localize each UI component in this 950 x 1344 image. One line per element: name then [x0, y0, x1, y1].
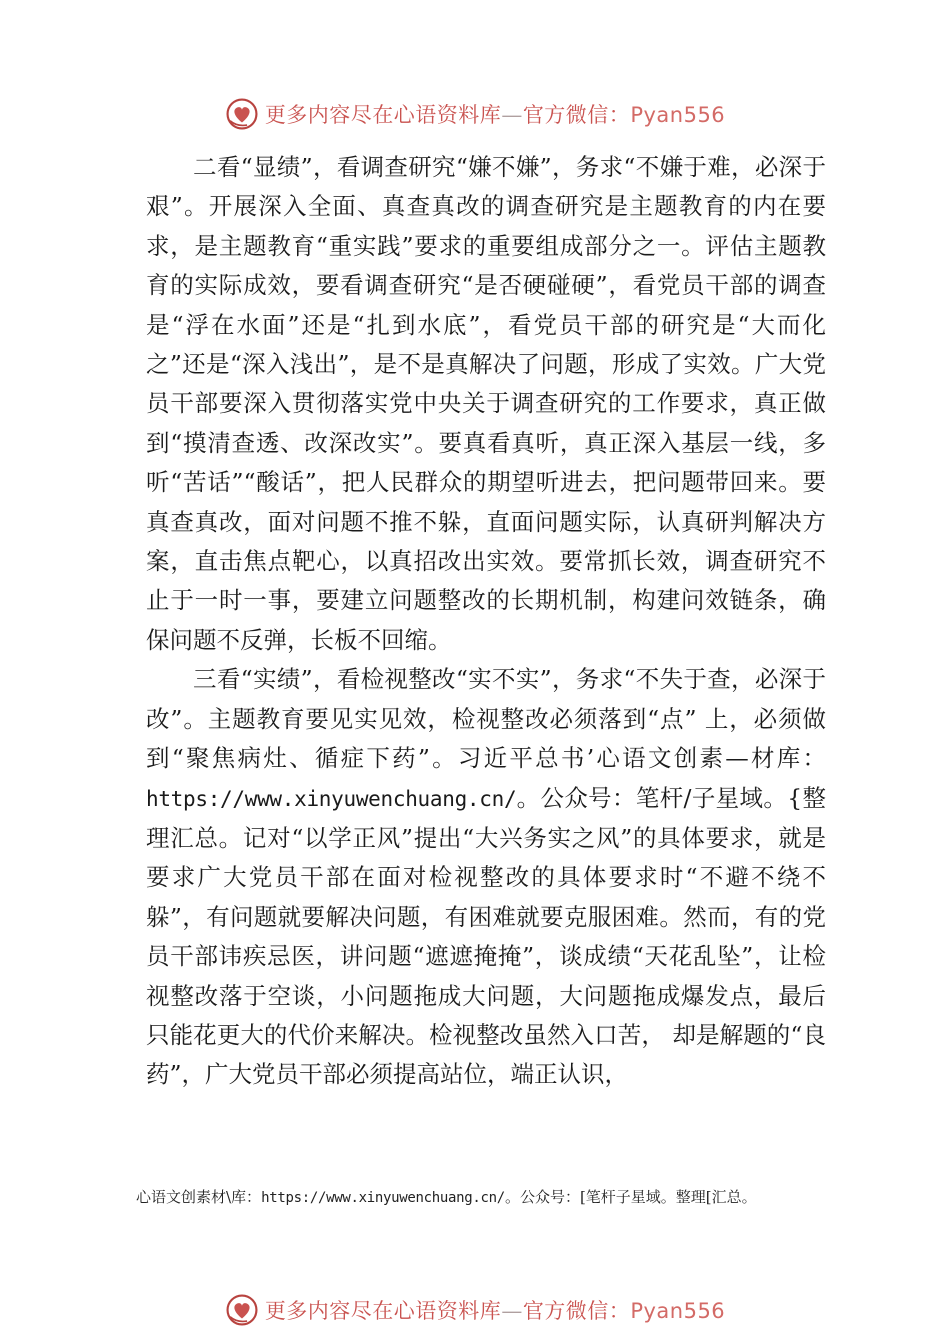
- footnote: [136, 1184, 826, 1211]
- header-banner: [0, 94, 950, 134]
- header-banner-inner: [225, 97, 725, 131]
- paragraph-shiji-part-b: 。公众号：笔杆/子星域。{整理汇总。记对“以学正风”提出“大兴务实之风”的具体要求，就是要求广大党员干部在面对检视整改的具体要求时“不避不绕不躲”，有问题就要解决问题，有困难就要克服困难。然而，有的党员干部讳疾忌医，讲问题“遮遮掩掩”，谈成绩“天花乱坠”，让检视整改落于空谈，小问题拖成大问题，大问题拖成爆发点，最后只能花更大的代价来解决。检视整改虽然入口苦， 却是解题的“良药”，广大党员干部必须提高站位，端正认识，: [146, 783, 826, 1089]
- banner-suffix: 官方微信：: [522, 1299, 631, 1323]
- heart-logo-icon: [225, 1293, 259, 1327]
- banner-title: 更多内容尽在心语资料库: [264, 1299, 502, 1323]
- banner-text: [265, 99, 725, 129]
- paragraph-xianji: 二看“显绩”，看调查研究“嫌不嫌”，务求“不嫌于难，必深于艰”。开展深入全面、真查真改的调查研究是主题教育的内在要求，是主题教育“重实践”要求的重要组成部分之一。评估主题教育的实际成效，要看调查研究“是否硬碰硬”，看党员干部的调查是“浮在水面”还是“扎到水底”，看党员干部的研究是“大而化之”还是“深入浅出”，是不是真解决了问题，形成了实效。广大党员干部要深入贯彻落实党中央关于调查研究的工作要求，真正做到“摸清查透、改深改实”。要真看真听，真正深入基层一线，多听“苦话”“酸话”，把人民群众的期望听进去，把问题带回来。要真查真改，面对问题不推不躲，直面问题实际，认真研判解决方案，直击焦点靶心，以真招改出实效。要常抓长效，调查研究不止于一时一事，要建立问题整改的长期机制，构建问效链条，确保问题不反弹，长板不回缩。: [146, 153, 826, 654]
- footnote-part-a: 心语文创素材\库：: [136, 1188, 262, 1206]
- footer-banner: [0, 1290, 950, 1330]
- footnote-url: https://www.xinyuwenchuang.cn/: [261, 1190, 505, 1206]
- banner-title: 更多内容尽在心语资料库: [264, 103, 502, 127]
- banner-dash: —: [501, 1299, 523, 1323]
- heart-logo-icon: [225, 97, 259, 131]
- paragraph-url: https://www.xinyuwenchuang.cn/: [146, 786, 517, 811]
- footer-banner-inner: [225, 1293, 725, 1327]
- document-body: [146, 148, 826, 1095]
- banner-brand: Pyan556: [630, 1299, 726, 1323]
- paragraph-shiji-part-a: 三看“实绩”，看检视整改“实不实”，务求“不失于查，必深于改”。主题教育要见实见效，检视整改必须落到“点” 上，必须做到“聚焦病灶、循症下药”。习近平总书’心语文创素—材库：: [146, 665, 826, 773]
- banner-dash: —: [501, 103, 523, 127]
- footnote-part-b: 。公众号：[笔杆子星域。整理[汇总。: [504, 1188, 757, 1206]
- paragraph-shiji: [146, 660, 826, 1094]
- banner-suffix: 官方微信：: [522, 103, 631, 127]
- banner-brand: Pyan556: [630, 103, 726, 127]
- banner-text: [265, 1295, 725, 1325]
